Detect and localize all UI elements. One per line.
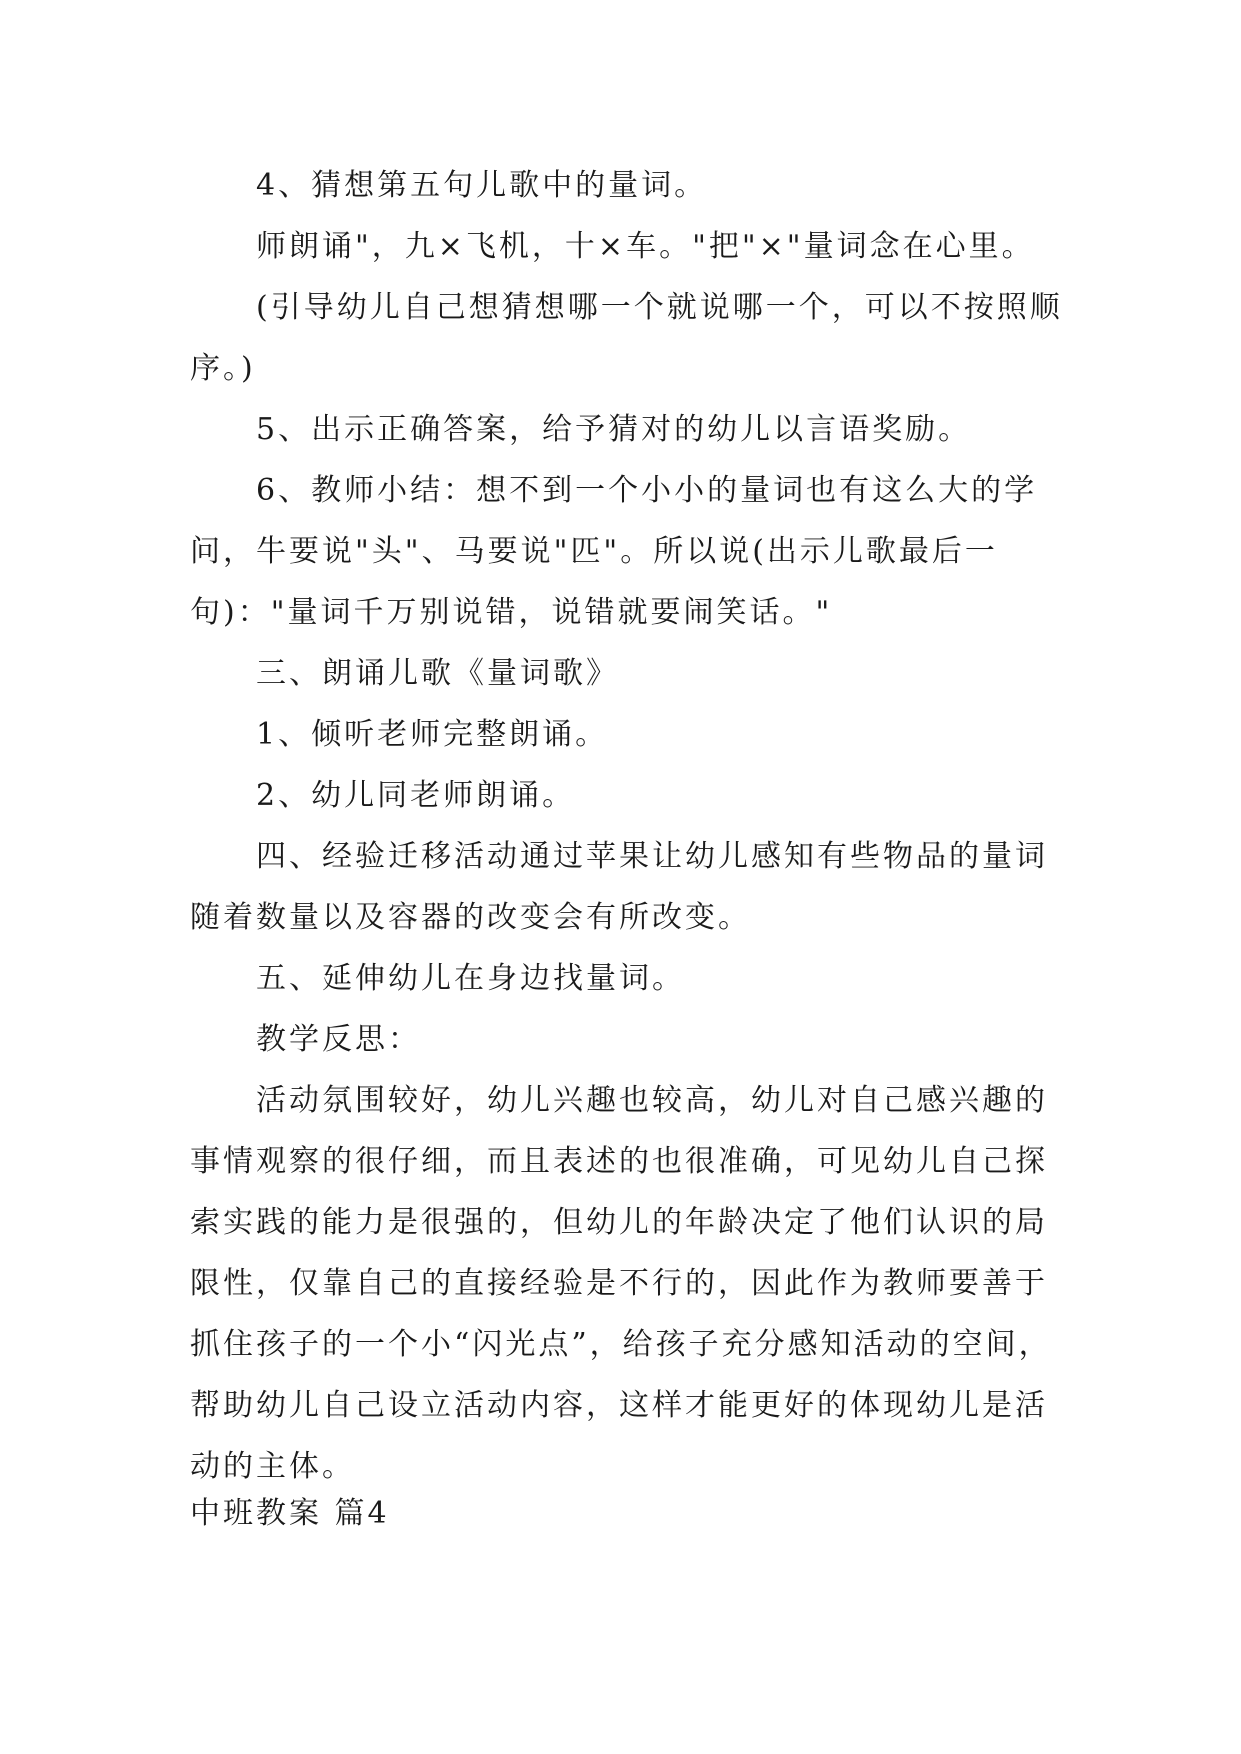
section-heading: 中班教案 篇4 [190,1496,390,1531]
paragraph-step-5: 5、出示正确答案，给予猜对的幼儿以言语奖励。 [256,412,972,447]
paragraph-item-1: 1、倾听老师完整朗诵。 [256,717,609,752]
paragraph-reflection-title: 教学反思： [256,1022,421,1057]
document-body [190,155,1080,1497]
paragraph-section-3: 三、朗诵儿歌《量词歌》 [256,656,619,691]
paragraph-item-2: 2、幼儿同老师朗诵。 [256,778,576,813]
paragraph-section-5: 五、延伸幼儿在身边找量词。 [256,961,685,996]
paragraph-reflection-body: 活动氛围较好，幼儿兴趣也较高，幼儿对自己感兴趣的事情观察的很仔细，而且表述的也很准确，可见幼儿自己探索实践的能力是很强的，但幼儿的年龄决定了他们认识的局限性，仅靠自己的直接经验是不行的，因此作为教师要善于抓住孩子的一个小“闪光点”，给孩子充分感知活动的空间，帮助幼儿自己设立活动内容，这样才能更好的体现幼儿是活动的主体。 [190,1083,1052,1484]
paragraph-guide-note: (引导幼儿自己想猜想哪一个就说哪一个，可以不按照顺序。) [190,290,1063,386]
paragraph-teacher-recite: 师朗诵"，九×飞机，十×车。"把"×"量词念在心里。 [256,229,1035,264]
paragraph-step-6: 6、教师小结：想不到一个小小的量词也有这么大的学问，牛要说"头"、马要说"匹"。所以说(出示儿歌最后一句)："量词千万别说错，说错就要闹笑话。" [190,473,1038,630]
paragraph-section-4: 四、经验迁移活动通过苹果让幼儿感知有些物品的量词随着数量以及容器的改变会有所改变。 [190,839,1048,935]
paragraph-step-4: 4、猜想第五句儿歌中的量词。 [256,168,708,203]
